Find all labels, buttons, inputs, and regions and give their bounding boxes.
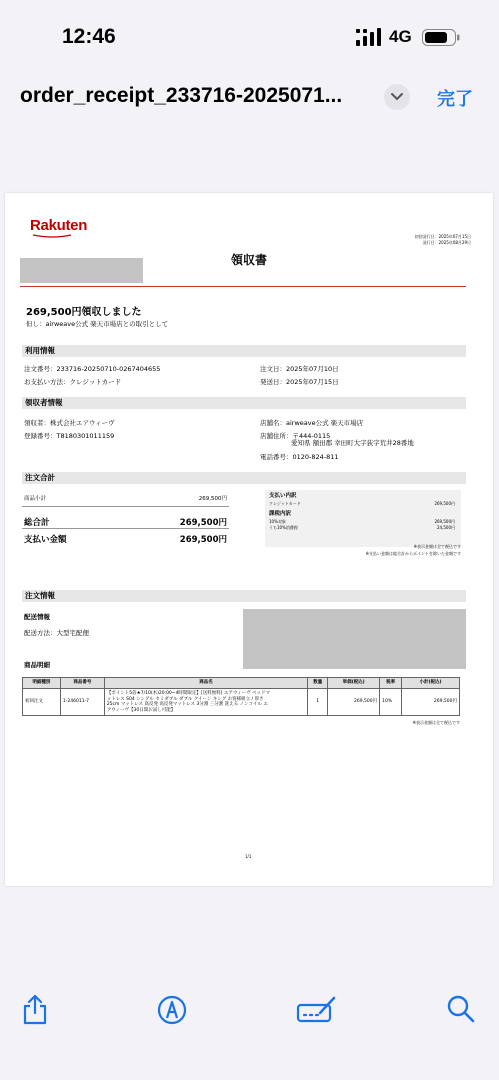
battery-icon xyxy=(422,29,460,46)
credit-card-label: クレジットカード xyxy=(269,501,301,506)
credit-card-value: 269,500円 xyxy=(434,501,455,506)
section-order-info: 注文情報 xyxy=(22,590,466,602)
order-number: 注文番号：233716-20250710-0267404655 xyxy=(24,365,161,373)
shop-address-detail: 愛知県 額田郡 幸田町大字荻字荒井28番地 xyxy=(291,439,414,447)
bottom-toolbar xyxy=(0,985,499,1035)
payment-breakdown-box xyxy=(265,490,461,547)
col-type: 明細種別 xyxy=(23,678,61,689)
done-button[interactable]: 完了 xyxy=(437,89,473,110)
tax-breakdown-title: 課税内訳 xyxy=(269,511,292,517)
shop-name: 店舗名：airweave公式 楽天市場店 xyxy=(260,419,364,427)
shop-address: 店舗住所：〒444-0115 xyxy=(260,432,331,440)
received-amount: 269,500円領収しました xyxy=(26,307,142,318)
delivery-method: 配送方法：大型宅配便 xyxy=(24,629,89,637)
cell-tax-rate: 10% xyxy=(380,689,402,716)
section-order-total: 注文合計 xyxy=(22,472,466,484)
title-menu-button[interactable] xyxy=(384,84,410,110)
receipt-memo: 但し：airweave公式 楽天市場店との取引として xyxy=(26,320,169,328)
table-header-row xyxy=(23,678,460,689)
cell-type: 初回注文 xyxy=(23,689,61,716)
status-bar xyxy=(0,0,499,70)
col-tax-rate: 税率 xyxy=(380,678,402,689)
logo-swoosh xyxy=(31,234,73,238)
subtotal-divider xyxy=(22,506,229,507)
status-time: 12:46 xyxy=(62,25,116,48)
cell-product-name: 【ポイント5倍★7/10(木)20:00~4時間限定】[送料無料] エアウィーヴ ベッドマ ットレス S04 シングル セミダブル ダブル クイーン キング お客様組立 / 厚さ 25cm マットレス 高反発 高反発マットレス 3分割 三分割 洗える ノンコイル エ アウィーヴ【30日間お試し可能】 xyxy=(104,689,307,716)
cell-product-no: 1-246011-7 xyxy=(60,689,104,716)
registration-number: 登録番号：T8180301011159 xyxy=(24,432,115,440)
subtotal-label: 商品小計 xyxy=(24,496,47,502)
tax-included-note: ※表示金額は全て税込です xyxy=(413,544,461,549)
cell-qty: 1 xyxy=(308,689,328,716)
receiver-name: 領収者：株式会社エアウィーヴ xyxy=(24,419,115,427)
redacted-customer-name xyxy=(20,258,143,283)
payment-note: ※支払い金額は総合計からポイントを除いた金額です xyxy=(365,551,461,556)
section-issuer-info: 領収者情報 xyxy=(22,397,466,409)
grand-total-value: 269,500円 xyxy=(179,518,227,528)
payment-method: お支払い方法：クレジットカード xyxy=(24,378,122,386)
redacted-delivery-address xyxy=(243,609,466,669)
grand-total-label: 総合計 xyxy=(24,518,50,528)
tax-amount-value: 24,500円 xyxy=(437,525,455,530)
col-subtotal: 小計(税込) xyxy=(402,678,460,689)
heading-divider xyxy=(20,286,466,287)
cell-subtotal: 269,500円 xyxy=(402,689,460,716)
receipt-heading: 領収書 xyxy=(231,253,268,267)
tax-target-label: 10%対象 xyxy=(269,519,286,524)
network-type: 4G xyxy=(389,27,412,46)
signature-icon[interactable] xyxy=(296,993,338,1025)
receipt-page xyxy=(5,193,493,886)
col-unit-price: 単価(税込) xyxy=(328,678,380,689)
cell-unit-price: 269,500円 xyxy=(328,689,380,716)
document-title-bar xyxy=(0,70,499,125)
items-table xyxy=(22,677,460,716)
paid-amount-value: 269,500円 xyxy=(179,535,227,545)
tax-amount-label: うち10%消費税 xyxy=(269,525,298,530)
document-title[interactable]: order_receipt_233716-2025071... xyxy=(20,84,343,107)
col-product-no: 商品番号 xyxy=(60,678,104,689)
paid-amount-label: 支払い金額 xyxy=(24,535,67,545)
share-icon[interactable] xyxy=(20,993,50,1025)
issued-date-first: 初回発行日：2025年07月15日 xyxy=(414,234,471,239)
issued-date: 発行日：2025年08月29日 xyxy=(422,240,471,245)
shop-phone: 電話番号：0120-824-811 xyxy=(260,453,339,461)
table-tax-note: ※表示金額は全て税込です xyxy=(412,720,460,725)
markup-icon[interactable] xyxy=(157,993,187,1025)
page-number: 1/1 xyxy=(245,854,252,859)
grand-total-divider xyxy=(22,528,229,529)
col-qty: 数量 xyxy=(308,678,328,689)
table-row xyxy=(23,689,460,716)
subtotal-value: 269,500円 xyxy=(198,496,227,502)
tax-target-value: 269,500円 xyxy=(434,519,455,524)
col-product-name: 商品名 xyxy=(104,678,307,689)
ship-date: 発送日：2025年07月15日 xyxy=(260,378,339,386)
search-icon[interactable] xyxy=(446,993,476,1025)
signal-icon xyxy=(356,28,382,46)
rakuten-logo: Rakuten xyxy=(30,217,88,234)
order-date: 注文日：2025年07月10日 xyxy=(260,365,339,373)
delivery-info-title: 配送情報 xyxy=(24,613,50,621)
item-details-title: 商品明細 xyxy=(24,661,50,669)
section-usage-info: 利用情報 xyxy=(22,345,466,357)
payment-breakdown-title: 支払い内訳 xyxy=(269,493,297,499)
chevron-down-icon xyxy=(391,92,403,102)
